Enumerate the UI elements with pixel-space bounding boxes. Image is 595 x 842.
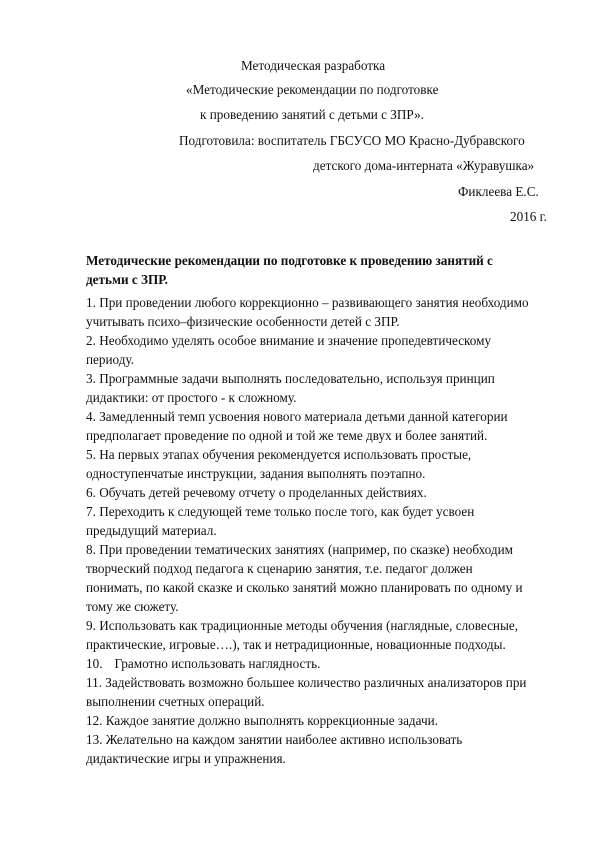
doc-subtitle-line-2: к проведению занятий с детьми с ЗПР».	[200, 107, 424, 122]
doc-title: Методическая разработка	[241, 58, 386, 73]
list-item	[86, 616, 556, 654]
list-item-line: 11. Задействовать возможно большее количество различных анализаторов при	[86, 675, 527, 690]
section-heading-line: детьми с ЗПР.	[86, 272, 168, 287]
author-line-1: Подготовила: воспитатель ГБСУСО МО Красно-Дубравского	[179, 133, 525, 148]
list-item	[86, 331, 556, 369]
list-item-number: 10.	[86, 656, 103, 671]
list-item	[86, 540, 556, 616]
list-item-line: дидактики: от простого - к сложному.	[86, 390, 297, 405]
list-item-line: одноступенчатые инструкции, задания выполнять поэтапно.	[86, 466, 426, 481]
list-item-line	[86, 654, 556, 673]
list-item	[86, 711, 556, 730]
author-line-2: детского дома-интерната «Журавушка»	[313, 158, 535, 173]
list-item-line: 2. Необходимо уделять особое внимание и значение пропедевтическому	[86, 333, 492, 348]
list-item	[86, 483, 556, 502]
list-item-line: 1. При проведении любого коррекционно – развивающего занятия необходимо	[86, 295, 529, 310]
list-item-line: тому же сюжету.	[86, 599, 179, 614]
list-item-line: 8. При проведении тематических занятиях (например, по сказке) необходим	[86, 542, 513, 557]
list-item-line: периоду.	[86, 352, 135, 367]
list-item-line: 13. Желательно на каждом занятии наиболее активно использовать	[86, 732, 463, 747]
list-item-line: предполагает проведение по одной и той же теме двух и более занятий.	[86, 428, 488, 443]
list-item	[86, 730, 556, 768]
list-item-line: предыдущий материал.	[86, 523, 217, 538]
section-heading-line: Методические рекомендации по подготовке к проведению занятий с	[86, 253, 493, 268]
list-item-line: дидактические игры и упражнения.	[86, 751, 286, 766]
list-item-line: 12. Каждое занятие должно выполнять коррекционные задачи.	[86, 713, 438, 728]
list-item-line: выполнении счетных операций.	[86, 694, 265, 709]
list-item	[86, 654, 556, 673]
doc-subtitle-line-1: «Методические рекомендации по подготовке	[186, 82, 439, 97]
section-heading	[86, 251, 556, 289]
doc-year: 2016 г.	[510, 209, 547, 224]
list-item-line: практические, игровые….), так и нетрадиционные, новационные подходы.	[86, 637, 506, 652]
list-item	[86, 445, 556, 483]
list-item-line: 6. Обучать детей речевому отчету о проделанных действиях.	[86, 485, 427, 500]
list-item-line: 4. Замедленный темп усвоения нового материала детьми данной категории	[86, 409, 508, 424]
document-body	[86, 251, 556, 768]
list-item	[86, 673, 556, 711]
list-item-line: 7. Переходить к следующей теме только после того, как будет усвоен	[86, 504, 475, 519]
list-item-text: Грамотно использовать наглядность.	[114, 656, 321, 671]
list-item-line: творческий подход педагога к сценарию занятия, т.е. педагог должен	[86, 561, 473, 576]
list-item	[86, 502, 556, 540]
author-name: Фиклеева Е.С.	[458, 184, 539, 199]
list-item-line: 5. На первых этапах обучения рекомендуется использовать простые,	[86, 447, 472, 462]
list-item-line: 9. Использовать как традиционные методы обучения (наглядные, словесные,	[86, 618, 519, 633]
list-item-line: 3. Программные задачи выполнять последовательно, используя принцип	[86, 371, 495, 386]
list-item-line: учитывать психо–физические особенности детей с ЗПР.	[86, 314, 400, 329]
list-item	[86, 293, 556, 331]
list-item-line: понимать, по какой сказке и сколько занятий можно планировать по одному и	[86, 580, 523, 595]
list-item	[86, 407, 556, 445]
list-item	[86, 369, 556, 407]
